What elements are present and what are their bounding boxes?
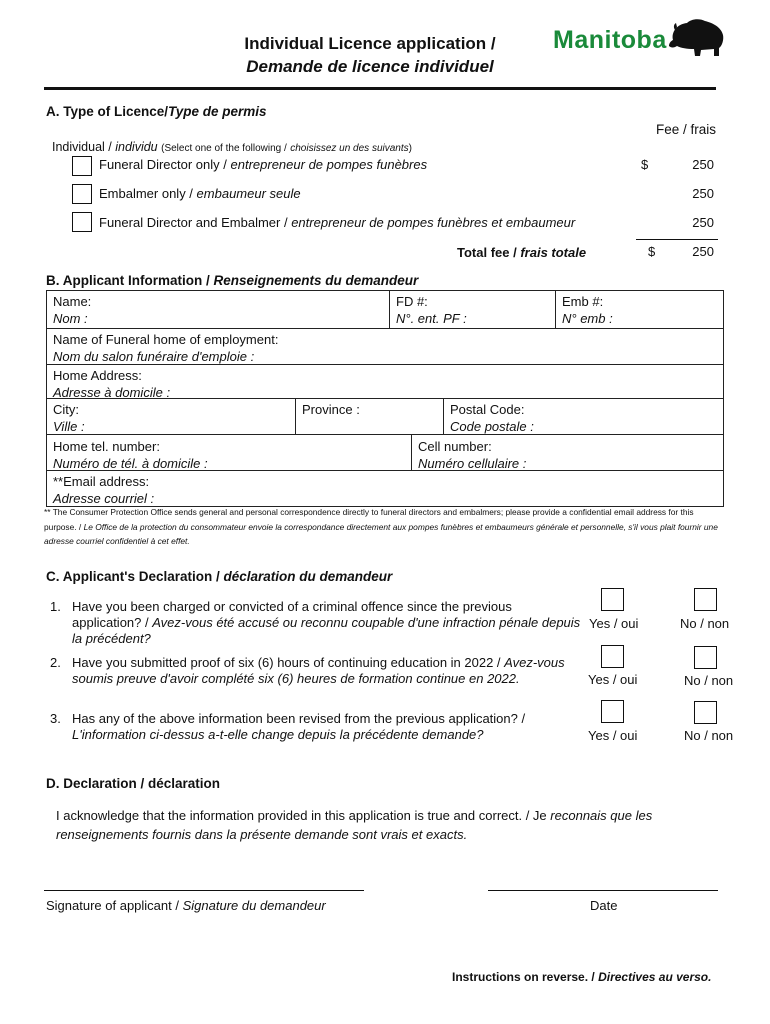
section-c-heading [46, 569, 392, 584]
option-funeral-director-checkbox[interactable] [72, 156, 92, 176]
option-1-label-en: Funeral Director only / [99, 157, 227, 172]
date-label: Date [590, 898, 618, 913]
cell-label-en: Cell number: [418, 439, 492, 454]
manitoba-logo [553, 18, 723, 60]
applicant-info-grid [46, 290, 724, 507]
province-label: Province : [302, 402, 360, 417]
question-3-no-checkbox[interactable] [694, 701, 717, 724]
fd-label-fr: N°. ent. PF : [396, 311, 467, 326]
form-title-fr: Demande de licence individuel [246, 57, 494, 76]
select-fr: choisissez un des suivants [290, 143, 409, 154]
footnote-fr: Le Office de la protection du consommateur envoie la correspondance directement aux pompes funèbres et embaumeurs générale et personnelle, s'il vous plait fournir une adresse courriel confidentiel à cet effet. [44, 521, 718, 546]
city-label-en: City: [53, 402, 79, 417]
section-a-heading [46, 104, 267, 119]
email-label-fr: Adresse courriel : [53, 491, 155, 506]
signature-line[interactable] [44, 890, 364, 891]
option-funeral-director-label [99, 157, 427, 172]
name-label-fr: Nom : [53, 311, 88, 326]
individual-label [52, 140, 412, 154]
signature-label [46, 898, 326, 913]
question-3-number: 3. [50, 711, 61, 726]
home-tel-field[interactable] [47, 435, 411, 470]
city-field[interactable] [47, 399, 295, 434]
row-name [47, 291, 723, 329]
name-label-en: Name: [53, 294, 92, 309]
funeral-home-field[interactable] [47, 329, 723, 364]
form-title [200, 32, 540, 78]
question-3 [50, 711, 580, 745]
header-rule [44, 87, 716, 90]
question-2-fr: Avez-vous soumis preuve d'avoir complété six (6) heures de formation continue en 2022. [72, 655, 565, 686]
select-close: ) [408, 143, 412, 154]
option-2-label-en: Embalmer only / [99, 186, 193, 201]
home-address-label-fr: Adresse à domicile : [53, 385, 171, 400]
province-field[interactable] [295, 399, 443, 434]
footnote-en: ** The Consumer Protection Office sends general and personal correspondence directly to funeral directors and embalmers; please provide a confidential email address for this purpose. / [44, 507, 694, 532]
emb-label-en: Emb #: [562, 294, 604, 309]
question-2 [50, 655, 580, 705]
email-label-en: **Email address: [53, 474, 150, 489]
question-1-no-label: No / non [680, 616, 730, 631]
total-en: Total fee / [457, 245, 517, 260]
date-line[interactable] [488, 890, 718, 891]
footer-instructions-fr: Directives au verso. [598, 970, 712, 984]
option-3-fee: 250 [692, 215, 714, 230]
question-1-number: 1. [50, 599, 61, 614]
row-phones [47, 435, 723, 471]
question-2-yes-label: Yes / oui [588, 672, 638, 687]
fd-label-en: FD #: [396, 294, 428, 309]
form-title-en: Individual Licence application / [244, 34, 496, 53]
emb-number-field[interactable] [555, 291, 723, 328]
section-c-heading-fr: déclaration du demandeur [223, 569, 393, 584]
question-2-number: 2. [50, 655, 61, 670]
home-tel-label-fr: Numéro de tél. à domicile : [53, 456, 208, 471]
section-c-heading-en: C. Applicant's Declaration / [46, 569, 220, 584]
fd-number-field[interactable] [389, 291, 555, 328]
total-currency: $ [648, 244, 656, 259]
question-1-yes-label: Yes / oui [589, 616, 639, 631]
option-director-and-embalmer-checkbox[interactable] [72, 212, 92, 232]
footer-instructions-en: Instructions on reverse. / [452, 970, 595, 984]
section-d-heading: D. Declaration / déclaration [46, 776, 221, 791]
option-embalmer-label [99, 186, 301, 201]
question-1-yes-checkbox[interactable] [601, 588, 624, 611]
total-fr: frais totale [520, 245, 587, 260]
question-2-no-label: No / non [684, 673, 734, 688]
option-1-fee: 250 [692, 157, 714, 172]
question-3-fr: L'information ci-dessus a-t-elle change depuis la précédente demande? [72, 727, 484, 742]
cell-label-fr: Numéro cellulaire : [418, 456, 527, 471]
total-fee-label [457, 245, 586, 260]
individual-en: Individual / [52, 140, 112, 154]
funeral-home-label-fr: Nom du salon funéraire d'emploie : [53, 349, 255, 364]
total-rule [636, 239, 718, 240]
email-field[interactable] [47, 471, 723, 506]
option-3-label-fr: entrepreneur de pompes funèbres et embaumeur [291, 215, 576, 230]
home-address-label-en: Home Address: [53, 368, 142, 383]
question-3-yes-label: Yes / oui [588, 728, 638, 743]
option-3-label-en: Funeral Director and Embalmer / [99, 215, 288, 230]
section-b-heading [46, 273, 418, 288]
question-1-no-checkbox[interactable] [694, 588, 717, 611]
declaration-text-fr: reconnais que les renseignements fournis dans la présente demande sont vrais et exacts. [56, 808, 653, 842]
postal-code-field[interactable] [443, 399, 723, 434]
option-1-label-fr: entrepreneur de pompes funèbres [230, 157, 428, 172]
row-email [47, 471, 723, 507]
funeral-home-label-en: Name of Funeral home of employment: [53, 332, 279, 347]
signature-label-en: Signature of applicant / [46, 898, 179, 913]
email-footnote [44, 505, 728, 549]
logo-text: Manitoba [553, 26, 667, 54]
city-label-fr: Ville : [53, 419, 85, 434]
row-city [47, 399, 723, 435]
option-2-fee: 250 [692, 186, 714, 201]
postal-label-en: Postal Code: [450, 402, 525, 417]
option-director-and-embalmer-label [99, 215, 575, 230]
question-3-no-label: No / non [684, 728, 734, 743]
postal-label-fr: Code postale : [450, 419, 534, 434]
total-fee-value: 250 [692, 244, 714, 259]
declaration-text-en: I acknowledge that the information provided in this application is true and correct. / Je [56, 808, 547, 823]
row-home-address [47, 365, 723, 399]
section-b-heading-en: B. Applicant Information / [46, 273, 210, 288]
question-1 [50, 599, 580, 649]
question-3-en: Has any of the above information been revised from the previous application? / [72, 711, 526, 726]
question-2-yes-checkbox[interactable] [601, 645, 624, 668]
option-2-label-fr: embaumeur seule [196, 186, 301, 201]
fee-header: Fee / frais [655, 122, 716, 137]
name-field[interactable] [47, 291, 389, 328]
emb-label-fr: N° emb : [562, 311, 613, 326]
individual-fr: individu [115, 140, 158, 154]
footer-instructions [452, 970, 711, 984]
home-tel-label-en: Home tel. number: [53, 439, 160, 454]
bison-icon [667, 18, 725, 58]
option-1-currency: $ [641, 157, 649, 172]
question-2-en: Have you submitted proof of six (6) hours of continuing education in 2022 / [72, 655, 501, 670]
select-en: (Select one of the following / [161, 143, 287, 154]
cell-number-field[interactable] [411, 435, 723, 470]
section-a-heading-en: A. Type of Licence/ [46, 104, 169, 119]
option-embalmer-checkbox[interactable] [72, 184, 92, 204]
question-1-fr: Avez-vous été accusé ou reconnu coupable d'une infraction pénale depuis la précédent? [72, 615, 581, 646]
question-1-en: Have you been charged or convicted of a criminal offence since the previous application? / [72, 599, 512, 630]
declaration-text [56, 806, 716, 844]
row-funeral-home [47, 329, 723, 365]
home-address-field[interactable] [47, 365, 723, 398]
question-3-yes-checkbox[interactable] [601, 700, 624, 723]
signature-label-fr: Signature du demandeur [182, 898, 326, 913]
question-2-no-checkbox[interactable] [694, 646, 717, 669]
section-b-heading-fr: Renseignements du demandeur [213, 273, 419, 288]
section-a-heading-fr: Type de permis [168, 104, 267, 119]
